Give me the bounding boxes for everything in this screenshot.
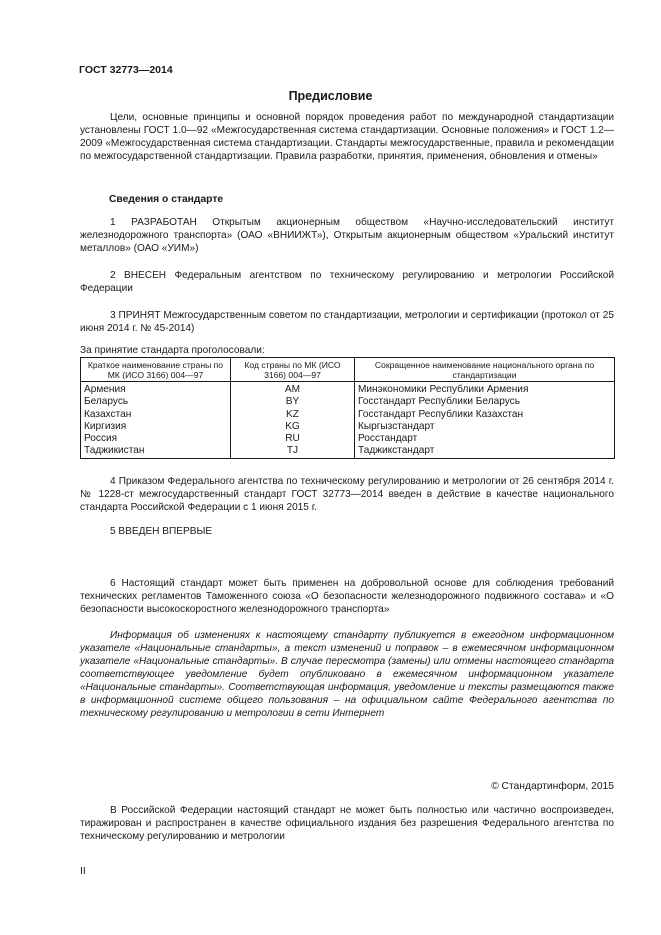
item-voluntary: 6 Настоящий стандарт может быть применен на добровольной основе для соблюдения требований технических регламентов Таможенного союза «О безопасности железнодорожного подвижного состава» и «О безопасности высокоскоростного железнодорожного транспорта» [80, 578, 614, 615]
table-row [81, 382, 615, 397]
section-heading: Сведения о стандарте [109, 194, 224, 205]
table-cell-country: Армения [81, 382, 231, 397]
item-introduced: 2 ВНЕСЕН Федеральным агентством по техническому регулированию и метрологии Российской Федерации [80, 270, 614, 294]
table-cell-body: Госстандарт Республики Беларусь [355, 396, 615, 408]
intro-paragraph: Цели, основные принципы и основной порядок проведения работ по международной стандартизации установлены ГОСТ 1.0—92 «Межгосударственная система стандартизации. Основные положения» и ГОСТ 1.2—2009 «Межгосударственная система стандартизации. Стандарты межгосударственные, правила и рекомендации по межгосударственной стандартизации. Правила разработки, принятия, применения, обновления и отмены» [80, 112, 614, 162]
table-cell-body: Росстандарт [355, 433, 615, 445]
document-code: ГОСТ 32773—2014 [79, 64, 173, 76]
table-cell-code: KG [231, 421, 355, 433]
page-title: Предисловие [288, 89, 373, 103]
table-header-row [81, 358, 615, 382]
page-number: II [80, 865, 86, 877]
vote-caption: За принятие стандарта проголосовали: [80, 345, 265, 356]
changes-info-note: Информация об изменениях к настоящему стандарту публикуется в ежегодном информационном указателе «Национальные стандарты», а текст изменений и поправок – в ежемесячном информационном указателе «Национальные стандарты». В случае пересмотра (замены) или отмены настоящего стандарта соответствующее уведомление будет опубликовано в ежемесячном информационном указателе «Национальные стандарты». Соответствующая информация, уведомление и тексты размещаются также в информационной системе общего пользования – на официальном сайте Федерального агентства по техническому регулированию и метрологии в сети Интернет [80, 630, 614, 719]
table-cell-code: RU [231, 433, 355, 445]
item-adopted: 3 ПРИНЯТ Межгосударственным советом по стандартизации, метрологии и сертификации (протокол от 25 июня 2014 г. № 45-2014) [80, 310, 614, 334]
table-row [81, 409, 615, 421]
column-header-code: Код страны по МК (ИСО 3166) 004—97 [231, 358, 355, 382]
table-cell-country: Беларусь [81, 396, 231, 408]
table-cell-code: AM [231, 382, 355, 397]
item-first: 5 ВВЕДЕН ВПЕРВЫЕ [110, 526, 213, 537]
table-cell-body: Кыргызстандарт [355, 421, 615, 433]
table-row [81, 421, 615, 433]
table-row [81, 396, 615, 408]
table-cell-code: BY [231, 396, 355, 408]
table-row [81, 433, 615, 445]
vote-table [80, 357, 615, 459]
table-cell-country: Россия [81, 433, 231, 445]
item-order: 4 Приказом Федерального агентства по техническому регулированию и метрологии от 26 сентября 2014 г. № 1228-ст межгосударственный стандарт ГОСТ 32773—2014 введен в действие в качестве национального стандарта Российской Федерации с 1 июня 2015 г. [80, 476, 614, 513]
column-header-body: Сокращенное наименование национального органа по стандартизации [355, 358, 615, 382]
table-cell-country: Таджикистан [81, 445, 231, 458]
item-developed: 1 РАЗРАБОТАН Открытым акционерным обществом «Научно-исследовательский институт железнодорожного транспорта» (ОАО «ВНИИЖТ»), Открытым акционерным обществом «Уральский институт металлов» (ОАО «УИМ») [80, 217, 614, 254]
table-cell-body: Госстандарт Республики Казахстан [355, 409, 615, 421]
table-cell-code: KZ [231, 409, 355, 421]
table-cell-country: Киргизия [81, 421, 231, 433]
table-cell-country: Казахстан [81, 409, 231, 421]
reproduction-notice: В Российской Федерации настоящий стандарт не может быть полностью или частично воспроизведен, тиражирован и распространен в качестве официального издания без разрешения Федерального агентства по техническому регулированию и метрологии [80, 805, 614, 842]
table-cell-body: Таджикстандарт [355, 445, 615, 458]
table-cell-code: TJ [231, 445, 355, 458]
copyright: © Стандартинформ, 2015 [491, 781, 614, 792]
table-row [81, 445, 615, 458]
table-cell-body: Минэкономики Республики Армения [355, 382, 615, 397]
column-header-country: Краткое наименование страны по МК (ИСО 3166) 004—97 [81, 358, 231, 382]
